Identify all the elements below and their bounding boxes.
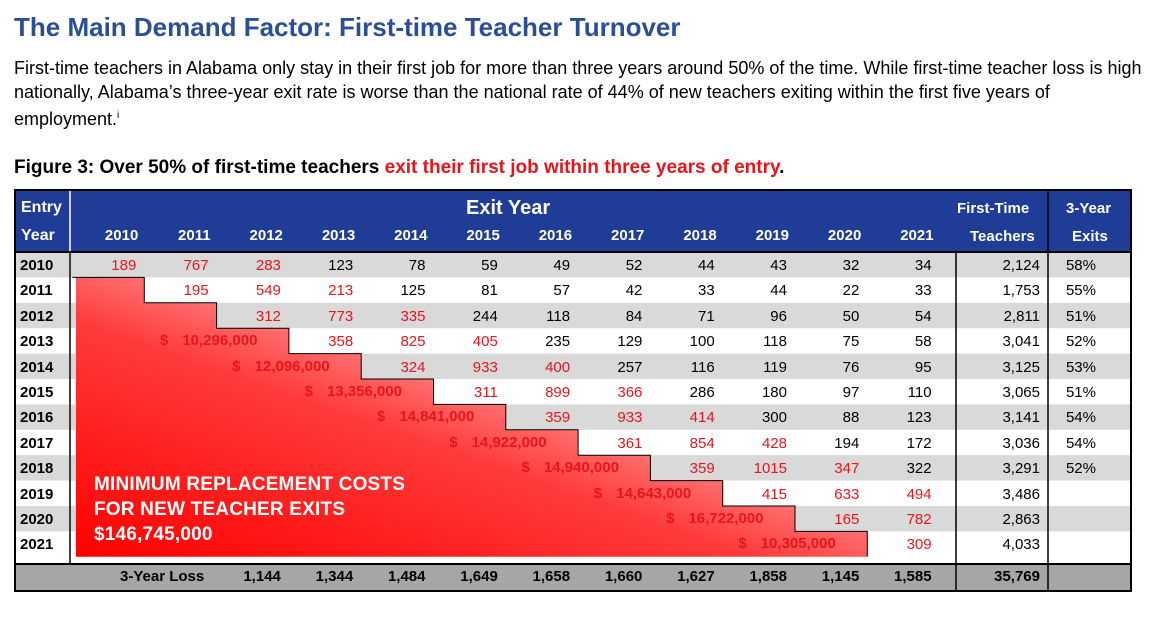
exit-count-cell: 400 xyxy=(545,358,571,376)
entry-year-cell: 2012 xyxy=(20,307,54,325)
entry-year-cell: 2017 xyxy=(20,434,54,452)
cost-value: 13,356,000 xyxy=(326,383,403,400)
summary-line-1: MINIMUM REPLACEMENT COSTS xyxy=(94,474,406,495)
three-year-exit-cell: 52% xyxy=(1065,333,1096,351)
exit-count-cell: 32 xyxy=(842,257,860,274)
intro-paragraph xyxy=(14,56,1144,131)
exit-count-cell: 59 xyxy=(481,257,498,274)
cost-value: 14,922,000 xyxy=(471,433,547,451)
replacement-cost-label xyxy=(377,406,474,428)
first-time-cell: 3,141 xyxy=(1002,409,1040,427)
dollar-sign: $ xyxy=(593,484,603,502)
dollar-sign: $ xyxy=(738,535,747,553)
exit-count-cell: 415 xyxy=(761,485,787,503)
replacement-cost-label xyxy=(160,330,257,352)
exit-count-cell: 1015 xyxy=(753,460,787,478)
exit-count-cell: 358 xyxy=(328,333,354,351)
replacement-cost-summary xyxy=(94,472,405,547)
exit-year-label: 2015 xyxy=(466,227,500,244)
exit-count-cell: 165 xyxy=(834,511,860,528)
exit-count-cell: 43 xyxy=(770,257,787,274)
dollar-sign: $ xyxy=(449,433,458,451)
exit-count-cell: 549 xyxy=(255,282,281,300)
three-year-exit-cell: 54% xyxy=(1065,409,1096,427)
total-first-time-cell: 35,769 xyxy=(994,568,1040,585)
three-year-exit-cell: 53% xyxy=(1065,358,1096,376)
total-loss-cell: 1,484 xyxy=(387,568,426,585)
summary-total: $146,745,000 xyxy=(94,524,213,545)
first-time-cell: 2,124 xyxy=(1002,257,1040,274)
dollar-sign: $ xyxy=(666,510,675,527)
replacement-cost-label xyxy=(305,381,402,403)
entry-year-cell: 2015 xyxy=(20,384,54,401)
exit-count-cell: 52 xyxy=(625,257,643,274)
intro-text: First-time teachers in Alabama only stay in their first job for more than three years around 50% of the time. While first-time teacher loss is high nationally, Alabama’s three-year exit rate is worse than the national rate of 44% of new teachers exiting within the first five years of employment. xyxy=(14,58,1142,129)
exit-count-cell: 494 xyxy=(906,485,932,503)
exit-count-cell: 324 xyxy=(400,358,426,376)
exit-count-cell: 359 xyxy=(689,460,715,478)
entry-year-cell: 2021 xyxy=(20,536,54,554)
exit-count-cell: 322 xyxy=(906,460,932,478)
exit-year-header: Exit Year xyxy=(466,197,551,219)
exit-year-label: 2014 xyxy=(394,227,428,244)
entry-year-cell: 2016 xyxy=(20,409,54,427)
exit-count-cell: 76 xyxy=(842,358,860,376)
exit-count-cell: 34 xyxy=(914,257,932,274)
exit-count-cell: 933 xyxy=(472,358,498,376)
three-year-exit-cell: 55% xyxy=(1065,282,1096,300)
first-time-header-line2: Teachers xyxy=(970,228,1035,245)
exit-count-cell: 933 xyxy=(617,409,643,427)
cost-value: 14,940,000 xyxy=(543,459,619,477)
exit-count-cell: 57 xyxy=(553,282,571,300)
exit-year-label: 2019 xyxy=(755,227,789,244)
exit-count-cell: 110 xyxy=(907,384,932,401)
replacement-cost-label xyxy=(449,432,546,454)
exit-count-cell: 312 xyxy=(255,307,281,325)
exit-count-cell: 854 xyxy=(689,434,715,452)
replacement-cost-label xyxy=(738,533,835,555)
exit-count-cell: 300 xyxy=(761,409,787,427)
entry-year-cell: 2010 xyxy=(20,257,54,274)
total-loss-cell: 1,658 xyxy=(532,568,571,585)
exit-count-cell: 309 xyxy=(906,536,932,554)
exit-count-cell: 71 xyxy=(698,307,715,325)
exit-year-label: 2010 xyxy=(104,227,139,244)
exit-count-cell: 44 xyxy=(770,282,787,300)
exit-count-cell: 335 xyxy=(400,307,426,325)
entry-year-cell: 2019 xyxy=(20,485,54,503)
dollar-sign: $ xyxy=(376,408,386,426)
exit-count-cell: 283 xyxy=(255,257,281,274)
figure-title-suffix: . xyxy=(779,157,785,178)
entry-year-cell: 2013 xyxy=(20,333,54,351)
replacement-cost-label xyxy=(594,483,691,505)
exit-count-cell: 97 xyxy=(842,384,860,401)
exit-count-cell: 42 xyxy=(625,282,643,300)
dollar-sign: $ xyxy=(521,459,530,477)
exit-year-label: 2012 xyxy=(249,227,283,244)
exit-count-cell: 81 xyxy=(481,282,498,300)
exit-count-cell: 213 xyxy=(328,282,354,300)
first-time-cell: 3,291 xyxy=(1002,460,1040,478)
total-row-label: 3-Year Loss xyxy=(120,568,205,585)
exit-count-cell: 195 xyxy=(183,282,209,300)
exit-count-cell: 194 xyxy=(834,434,860,452)
first-time-cell: 3,036 xyxy=(1002,434,1040,452)
cost-value: 14,841,000 xyxy=(399,408,475,426)
figure-title xyxy=(14,157,784,179)
total-loss-cell: 1,144 xyxy=(243,568,281,585)
replacement-cost-label xyxy=(666,508,763,530)
exit-year-label: 2011 xyxy=(178,227,211,244)
exit-count-cell: 33 xyxy=(698,282,715,300)
exit-count-cell: 125 xyxy=(400,282,426,300)
entry-header-line1: Entry xyxy=(21,199,62,216)
exit-count-cell: 96 xyxy=(770,307,787,325)
page-title: The Main Demand Factor: First-time Teacher Turnover xyxy=(14,12,681,42)
cost-value: 14,643,000 xyxy=(616,484,692,502)
exit-count-cell: 118 xyxy=(546,307,571,325)
exit-year-label: 2020 xyxy=(827,227,862,244)
exit-count-cell: 58 xyxy=(914,333,932,351)
exit-count-cell: 359 xyxy=(545,409,571,427)
first-time-cell: 4,033 xyxy=(1002,536,1040,554)
total-loss-cell: 1,627 xyxy=(677,568,715,585)
entry-year-cell: 2020 xyxy=(20,511,54,528)
exit-count-cell: 180 xyxy=(761,384,787,401)
entry-year-cell: 2011 xyxy=(20,282,53,300)
cost-value: 16,722,000 xyxy=(688,510,764,527)
exit-count-cell: 366 xyxy=(617,384,643,401)
exit-count-cell: 347 xyxy=(834,460,860,478)
first-time-cell: 3,041 xyxy=(1002,333,1040,351)
exit-count-cell: 95 xyxy=(914,358,932,376)
entry-year-cell: 2014 xyxy=(20,358,54,376)
exit-year-label: 2016 xyxy=(538,227,573,244)
figure-title-highlight: exit their first job within three years of entry xyxy=(384,157,780,178)
footnote-marker: i xyxy=(117,110,120,121)
exit-count-cell: 428 xyxy=(761,434,787,452)
three-year-exit-cell: 58% xyxy=(1065,257,1096,274)
three-year-exit-cell: 52% xyxy=(1065,460,1096,478)
exit-count-cell: 773 xyxy=(328,307,354,325)
total-loss-cell: 1,344 xyxy=(315,568,354,585)
figure-title-prefix: Figure 3: Over 50% of first-time teachers xyxy=(14,157,385,178)
total-loss-cell: 1,145 xyxy=(821,568,860,585)
exit-count-cell: 119 xyxy=(763,358,787,376)
exit-count-cell: 286 xyxy=(689,384,715,401)
first-time-cell: 3,125 xyxy=(1002,358,1040,376)
cost-value: 12,096,000 xyxy=(254,357,330,375)
exit-count-cell: 84 xyxy=(625,307,643,325)
three-year-exit-cell: 51% xyxy=(1065,307,1096,325)
exit-count-cell: 414 xyxy=(689,409,715,427)
first-time-cell: 1,753 xyxy=(1002,282,1040,300)
exit-count-cell: 311 xyxy=(473,384,498,401)
exit-count-cell: 54 xyxy=(914,307,932,325)
exit-year-label: 2013 xyxy=(321,227,356,244)
exit-count-cell: 22 xyxy=(842,282,860,300)
exit-count-cell: 100 xyxy=(689,333,715,351)
exit-year-label: 2021 xyxy=(900,227,934,244)
exit-count-cell: 88 xyxy=(842,409,860,427)
entry-header-line2: Year xyxy=(21,227,55,244)
exit-count-cell: 361 xyxy=(617,434,643,452)
three-year-exit-cell: 51% xyxy=(1065,384,1096,401)
exit-count-cell: 75 xyxy=(842,333,860,351)
replacement-cost-label xyxy=(232,356,329,378)
total-loss-cell: 1,585 xyxy=(894,568,932,585)
exit-count-cell: 129 xyxy=(617,333,643,351)
exit-count-cell: 49 xyxy=(553,257,571,274)
cost-value: 10,296,000 xyxy=(182,332,258,350)
first-time-cell: 2,811 xyxy=(1003,307,1040,325)
three-year-header-line2: Exits xyxy=(1072,228,1108,245)
dollar-sign: $ xyxy=(160,332,169,350)
first-time-cell: 2,863 xyxy=(1002,511,1040,528)
exit-count-cell: 257 xyxy=(617,358,643,376)
exit-count-cell: 118 xyxy=(763,333,787,351)
three-year-exit-cell: 54% xyxy=(1065,434,1096,452)
dollar-sign: $ xyxy=(232,357,241,375)
entry-year-cell: 2018 xyxy=(20,460,54,478)
cost-value: 10,305,000 xyxy=(760,535,836,553)
exit-year-label: 2018 xyxy=(683,227,717,244)
exit-count-cell: 33 xyxy=(914,282,932,300)
exit-year-label: 2017 xyxy=(611,227,645,244)
exit-count-cell: 633 xyxy=(834,485,860,503)
exit-count-cell: 123 xyxy=(906,409,932,427)
exit-count-cell: 116 xyxy=(690,358,715,376)
exit-count-cell: 50 xyxy=(842,307,860,325)
exit-count-cell: 767 xyxy=(183,257,209,274)
first-time-cell: 3,486 xyxy=(1002,485,1040,503)
three-year-header-line1: 3-Year xyxy=(1066,200,1112,217)
exit-count-cell: 405 xyxy=(472,333,498,351)
turnover-table xyxy=(14,189,1132,592)
exit-count-cell: 172 xyxy=(906,434,932,452)
exit-count-cell: 123 xyxy=(328,257,354,274)
total-loss-cell: 1,858 xyxy=(749,568,787,585)
first-time-cell: 3,065 xyxy=(1002,384,1040,401)
total-loss-cell: 1,660 xyxy=(604,568,643,585)
exit-count-cell: 235 xyxy=(545,333,571,351)
exit-count-cell: 78 xyxy=(408,257,426,274)
dollar-sign: $ xyxy=(304,383,313,400)
exit-count-cell: 189 xyxy=(111,257,137,274)
summary-line-2: FOR NEW TEACHER EXITS xyxy=(94,499,346,520)
exit-count-cell: 825 xyxy=(400,333,426,351)
replacement-cost-label xyxy=(522,457,619,479)
total-loss-cell: 1,649 xyxy=(460,568,498,585)
exit-count-cell: 782 xyxy=(906,511,932,528)
first-time-header-line1: First-Time xyxy=(957,200,1030,217)
exit-count-cell: 244 xyxy=(472,307,498,325)
exit-count-cell: 44 xyxy=(698,257,715,274)
exit-count-cell: 899 xyxy=(545,384,571,401)
